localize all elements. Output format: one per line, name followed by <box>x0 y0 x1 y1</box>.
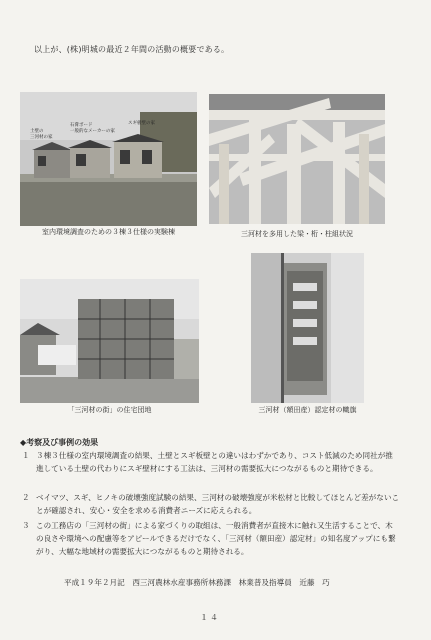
result-item-number: １ <box>22 451 30 460</box>
photo-label-gypsum-house: 石膏ボード 一般的なメーカーの家 <box>70 123 115 134</box>
result-item-text: この工務店の「三河材の街」による家づくりの取組は、一般消費者が直接木に触れ又生活することで、木の良さや環境への配慮等をアピールできるだけでなく、「三河材（額田産）認定材」の知名度アップにも繋がり、大幅な地域材の需要拡大につながるものと期待される。 <box>36 521 396 556</box>
result-item <box>22 449 400 475</box>
result-item-number: ３ <box>22 521 30 530</box>
intro-text: 以上が、(株)明城の最近２年間の活動の概要である。 <box>34 45 230 54</box>
photo-caption-banner-flag: 三河材（額田産）認定材の幟旗 <box>258 406 357 414</box>
result-item-number: ２ <box>22 493 30 502</box>
photo-label-cedar-house: スギ板壁の家 <box>128 121 155 126</box>
result-item <box>22 519 400 558</box>
photo-banner-flag <box>251 253 364 403</box>
photo-beam-framing <box>209 94 385 224</box>
photo-label-clay-house: 土壁の 三河材の家 <box>30 129 53 140</box>
page-number: １４ <box>200 613 220 622</box>
photo-caption-housing-estate: 「三河材の街」の住宅団地 <box>67 406 152 414</box>
photo-caption-beam-framing: 三河材を多用した梁・桁・柱組状況 <box>241 230 353 238</box>
signature: 平成１９年２月記 西三河農林水産事務所林務課 林業普及指導員 近藤 巧 <box>64 578 330 587</box>
result-item-text: ３棟３仕様の室内環境調査の結果、土壁とスギ板壁との違いはわずかであり、コスト低減のため同社が推進している土壁の代わりにスギ壁材にする工法は、三河材の需要拡大につながるものと期待できる。 <box>36 451 393 473</box>
photo-experiment-houses <box>20 92 197 226</box>
photo-caption-experiment-houses: 室内環境調査のための３棟３仕様の実験棟 <box>42 228 175 236</box>
result-item-text: ベイマツ、スギ、ヒノキの破壊強度試験の結果、三河材の破壊強度が米松材と比較してほとんど差がないことが確認され、安心・安全を求める消費者ニーズに応えられる。 <box>36 493 400 515</box>
result-item <box>22 491 400 517</box>
results-heading: ◆考察及び事例の効果 <box>20 438 99 447</box>
photo-housing-estate <box>20 279 199 403</box>
